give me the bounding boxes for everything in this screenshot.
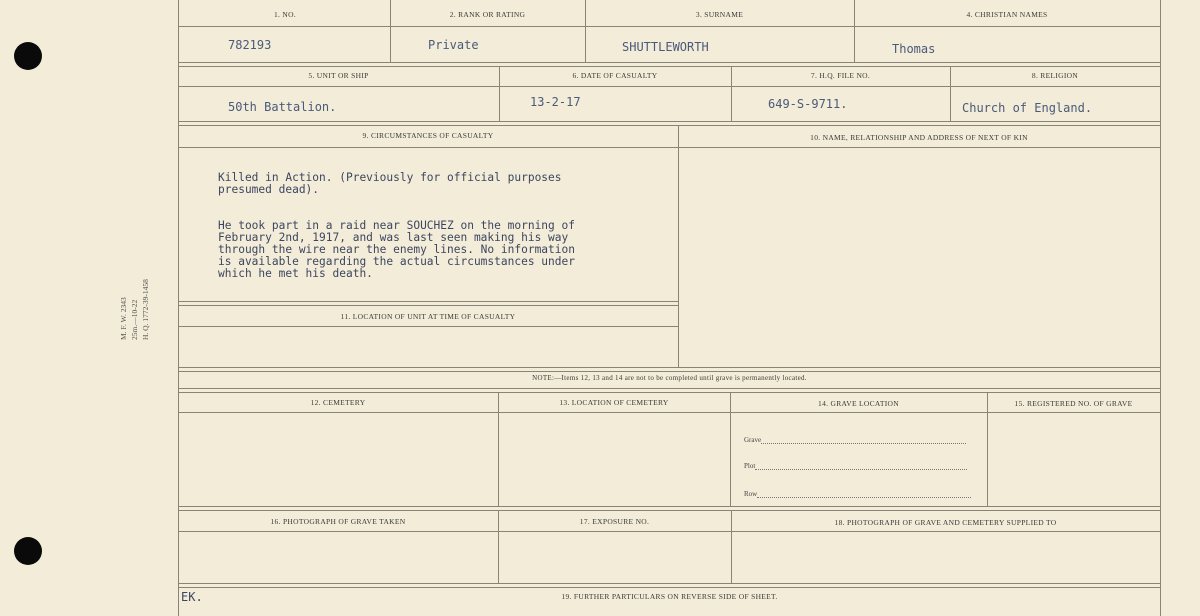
exposure-label: 17. EXPOSURE NO. [579,517,650,526]
christian-names-label: 4. CHRISTIAN NAMES [966,10,1048,19]
plot-field-label: Plot [744,462,756,470]
print-code-line: H. Q. 1772-39-1458 [141,279,150,340]
location-unit-label: 11. LOCATION OF UNIT AT TIME OF CASUALTY [340,312,516,321]
no-label: 1. NO. [273,10,296,19]
religion-value: Church of England. [962,101,1093,115]
date-casualty-label: 6. DATE OF CASUALTY [572,71,658,80]
clerk-initials: EK. [181,590,203,604]
grave-field-label: Grave [744,436,762,444]
rank-value: Private [428,38,479,52]
location-cemetery-label: 13. LOCATION OF CEMETERY [559,398,669,407]
note-text: NOTE:—Items 12, 13 and 14 are not to be completed until grave is permanently located. [532,374,807,382]
cemetery-label: 12. CEMETERY [310,398,366,407]
punch-hole [14,42,42,70]
unit-label: 5. UNIT OR SHIP [308,71,369,80]
religion-label: 8. RELIGION [1031,71,1079,80]
photo-supplied-label: 18. PHOTOGRAPH OF GRAVE AND CEMETERY SUPPLIED TO [834,518,1057,527]
surname-label: 3. SURNAME [695,10,744,19]
grave-line [744,436,966,444]
further-particulars-label: 19. FURTHER PARTICULARS ON REVERSE SIDE OF SHEET. [561,592,778,601]
print-code-line: M. F. W. 2343 [119,297,128,340]
date-casualty-value: 13-2-17 [530,95,581,109]
hq-file-label: 7. H.Q. FILE NO. [810,71,871,80]
photo-taken-label: 16. PHOTOGRAPH OF GRAVE TAKEN [270,517,406,526]
unit-value: 50th Battalion. [228,100,337,114]
circumstances-para-2: He took part in a raid near SOUCHEZ on the morning of February 2nd, 1917, and was last seen making his way through the wire near the enemy lines. No information is available regarding the actual circumstances under which he met his death. [218,219,575,280]
next-of-kin-label: 10. NAME, RELATIONSHIP AND ADDRESS OF NEXT OF KIN [810,133,1028,142]
circumstances-text [218,160,668,304]
hq-file-value: 649-S-9711. [768,97,848,111]
christian-names-value: Thomas [892,42,936,56]
row-field-label: Row [744,490,758,498]
print-code-line: 25m.—10-22 [130,299,139,340]
grave-location-label: 14. GRAVE LOCATION [818,399,899,408]
surname-value: SHUTTLEWORTH [622,40,709,54]
no-value: 782193 [228,38,272,52]
punch-hole [14,537,42,565]
plot-line [744,462,967,470]
rank-label: 2. RANK OR RATING [449,10,526,19]
registered-no-label: 15. REGISTERED NO. OF GRAVE [1014,399,1133,408]
circumstances-label: 9. CIRCUMSTANCES OF CASUALTY [362,131,494,140]
circumstances-para-1: Killed in Action. (Previously for official purposes presumed dead). [218,171,562,196]
row-line [744,490,971,498]
